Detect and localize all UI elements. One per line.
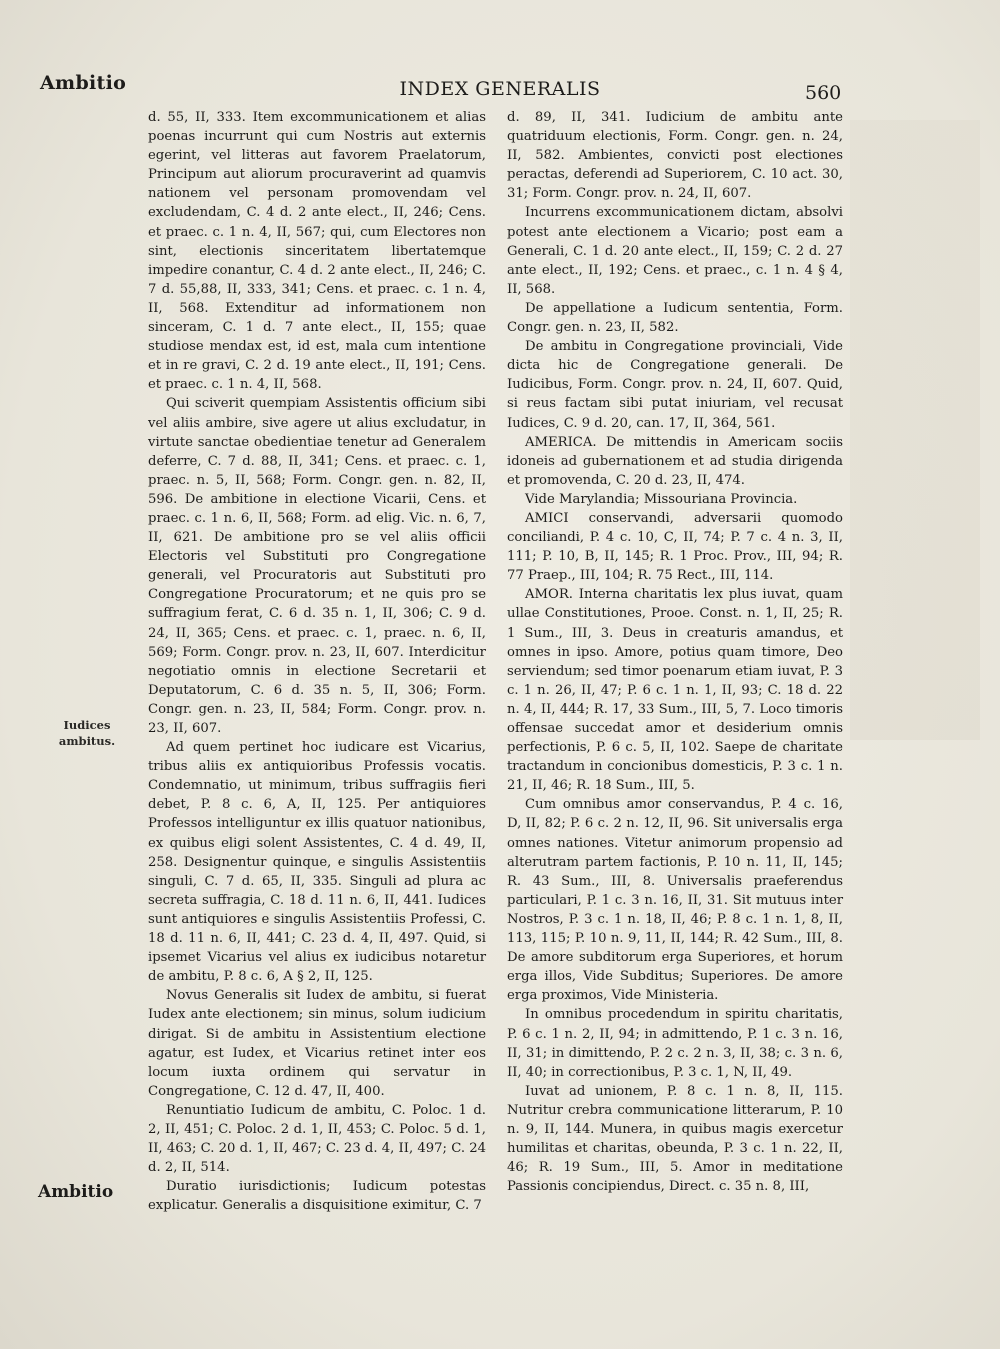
header-left-catchword: Ambitio	[40, 72, 127, 94]
left-column	[148, 108, 486, 1215]
left-paragraph-6: Duratio iurisdictionis; Iudicum potestas explicatur. Generalis a disquisitione eximitur, C. 7	[148, 1179, 486, 1214]
right-paragraph-8: AMOR. Interna charitatis lex plus iuvat, quam ullae Constitutiones, Prooe. Const. n. 1, II, 25; R. 1 Sum., III, 3. Deus in creaturis amandus, et omnes in ipso. Amore, potius quam timore, Deo serviendum; sed timor poenarum etiam iuvat, P. 3 c. 1 n. 26, II, 47; P. 6 c. 1 n. 1, II, 93; C. 18 d. 22 n. 4, II, 444; R. 17, 33 Sum., III, 5, 7. Loco timoris offensae succedat amor et desiderium omnis perfectionis, P. 6 c. 5, II, 102. Saepe de charitate tractandum in concionibus domesticis, P. 3 c. 1 n. 21, II, 46; R. 18 Sum., III, 5.	[507, 587, 843, 794]
margin-note-line-2: ambitus.	[58, 734, 116, 748]
page-number: 560	[805, 82, 842, 104]
left-paragraph-5: Renuntiatio Iudicum de ambitu, C. Poloc. 1 d. 2, II, 451; C. Poloc. 2 d. 1, II, 453; C. Poloc. 5 d. 1, II, 463; C. 20 d. 1, II, 467; C. 23 d. 4, II, 497; C. 24 d. 2, II, 514.	[148, 1102, 486, 1176]
right-paragraph-4: De ambitu in Congregatione provinciali, Vide dicta hic de Congregatione generali. De Iudicibus, Form. Congr. prov. n. 24, II, 607. Quid, si reus factam sibi putat iniuriam, vel recusat Iudices, C. 9 d. 20, can. 17, II, 364, 561.	[507, 339, 843, 431]
right-paragraph-2: Incurrens excommunicationem dictam, absolvi potest ante electionem a Vicario; post eam a Generali, C. 1 d. 20 ante elect., II, 159; C. 2 d. 27 ante elect., II, 192; Cens. et praec., c. 1 n. 4 § 4, II, 568.	[507, 205, 843, 297]
margin-note	[52, 717, 122, 749]
running-title: INDEX GENERALIS	[399, 78, 601, 100]
right-paragraph-10: In omnibus procedendum in spiritu charitatis, P. 6 c. 1 n. 2, II, 94; in admittendo, P. 1 c. 3 n. 16, II, 31; in dimittendo, P. 2 c. 2 n. 3, II, 38; c. 3 n. 6, II, 40; in correctionibus, P. 3 c. 1, N, II, 49.	[507, 1007, 843, 1080]
bleed-through-shadow	[850, 120, 980, 740]
right-paragraph-6: Vide Marylandia; Missouriana Provincia.	[525, 491, 798, 507]
left-paragraph-2: Qui sciverit quempiam Assistentis officium sibi vel aliis ambire, sive agere ut alius excludatur, in virtute sanctae obedientiae tenetur ad Generalem deferre, C. 7 d. 88, II, 341; Cens. et praec. c. 1, praec. n. 5, II, 568; Form. Congr. gen. n. 82, II, 596. De ambitione in electione Vicarii, Cens. et praec. c. 1 n. 6, II, 568; Form. ad elig. Vic. n. 6, 7, II, 621. De ambitione pro se vel aliis officii Electoris vel Substituti pro Congregatione generali, vel Procuratoris aut Substituti pro Congregatione Procuratorum; et ne quis pro se suffragium ferat, C. 6 d. 35 n. 1, II, 306; C. 9 d. 24, II, 365; Cens. et praec. c. 1, praec. n. 6, II, 569; Form. Congr. prov. n. 23, II, 607. Interdicitur negotiatio omnis in electione Secretarii et Deputatorum, C. 6 d. 35 n. 5, II, 306; Form. Congr. gen. n. 23, II, 584; Form. Congr. prov. n. 23, II, 607.	[148, 396, 486, 736]
right-paragraph-7: AMICI conservandi, adversarii quomodo conciliandi, P. 4 c. 10, C, II, 74; P. 7 c. 4 n. 3, II, 111; P. 10, B, II, 145; R. 1 Proc. Prov., III, 94; R. 77 Praep., III, 104; R. 75 Rect., III, 114.	[507, 510, 843, 584]
left-paragraph-1: d. 55, II, 333. Item excommunicationem et alias poenas incurrunt qui cum Nostris aut externis egerint, vel litteras aut favorem Praelatorum, Principum aut aliorum procuraverint ad quamvis nationem vel personam promovendam vel excludendam, C. 4 d. 2 ante elect., II, 246; Cens. et praec. c. 1 n. 4, II, 567; qui, cum Electores non sint, electionis sinceritatem libertatemque impedire conantur, C. 4 d. 2 ante elect., II, 246; C. 7 d. 55,88, II, 333, 341; Cens. et praec. c. 1 n. 4, II, 568. Extenditur ad informationem non sinceram, C. 1 d. 7 ante elect., II, 155; quae studiose mendax est, id est, mala cum intentione et in re gravi, C. 2 d. 19 ante elect., II, 191; Cens. et praec. c. 1 n. 4, II, 568.	[148, 110, 486, 393]
right-paragraph-11: Iuvat ad unionem, P. 8 c. 1 n. 8, II, 115. Nutritur crebra communicatione litterarum, P. 10 n. 9, II, 144. Munera, in quibus magis exercetur humilitas et charitas, obeunda, P. 3 c. 1 n. 22, II, 46; R. 19 Sum., III, 5. Amor in meditatione Passionis concipiendus, Direct. c. 35 n. 8, III,	[507, 1083, 843, 1195]
footer-catchword: Ambitio	[38, 1182, 114, 1202]
right-paragraph-5: AMERICA. De mittendis in Americam sociis idoneis ad gubernationem et ad studia dirigenda et promovenda, C. 20 d. 23, II, 474.	[507, 434, 843, 488]
right-paragraph-3: De appellatione a Iudicum sententia, Form. Congr. gen. n. 23, II, 582.	[507, 300, 843, 336]
left-paragraph-3: Ad quem pertinet hoc iudicare est Vicarius, tribus aliis ex antiquioribus Professis vocatis. Condemnatio, ut minimum, tribus suffragiis fieri debet, P. 8 c. 6, A, II, 125. Per antiquiores Professos intelliguntur ex illis quatuor nationibus, ex quibus eligi solent Assistentes, C. 4 d. 49, II, 258. Designentur quinque, e singulis Assistentiis singuli, C. 7 d. 65, II, 335. Singuli ad plura ac secreta suffragia, C. 18 d. 11 n. 6, II, 441. Iudices sunt antiquiores e singulis Assistentiis Professi, C. 18 d. 11 n. 6, II, 441; C. 23 d. 4, II, 497. Quid, si ipsemet Vicarius vel alius ex iudicibus notaretur de ambitu, P. 8 c. 6, A § 2, II, 125.	[148, 740, 486, 985]
left-paragraph-4: Novus Generalis sit Iudex de ambitu, si fuerat Iudex ante electionem; sin minus, solum iudicium dirigat. Si de ambitu in Assistentium electione agatur, est Iudex, et Vicarius retinet inter eos locum iuxta ordinem qui servatur in Congregatione, C. 12 d. 47, II, 400.	[148, 988, 486, 1099]
right-paragraph-9: Cum omnibus amor conservandus, P. 4 c. 16, D, II, 82; P. 6 c. 2 n. 12, II, 96. Sit universalis erga omnes nationes. Vitetur animorum propensio ad alterutram partem factionis, P. 10 n. 11, II, 145; R. 43 Sum., III, 8. Universalis praeferendus particulari, P. 1 c. 3 n. 16, II, 31. Sit mutuus inter Nostros, P. 3 c. 1 n. 18, II, 46; P. 8 c. 1 n. 1, 8, II, 113, 115; P. 10 n. 9, 11, II, 144; R. 42 Sum., III, 8. De amore subditorum erga Superiores, et horum erga illos, Vide Subditus; Superiores. De amore erga proximos, Vide Ministeria.	[507, 797, 843, 1004]
right-paragraph-1: d. 89, II, 341. Iudicium de ambitu ante quatriduum electionis, Form. Congr. gen. n. 24, II, 582. Ambientes, convicti post electiones peractas, deferendi ad Superiorem, C. 10 act. 30, 31; Form. Congr. prov. n. 24, II, 607.	[507, 110, 843, 202]
right-column	[507, 108, 843, 1196]
margin-note-line-1: Iudices	[63, 718, 111, 732]
